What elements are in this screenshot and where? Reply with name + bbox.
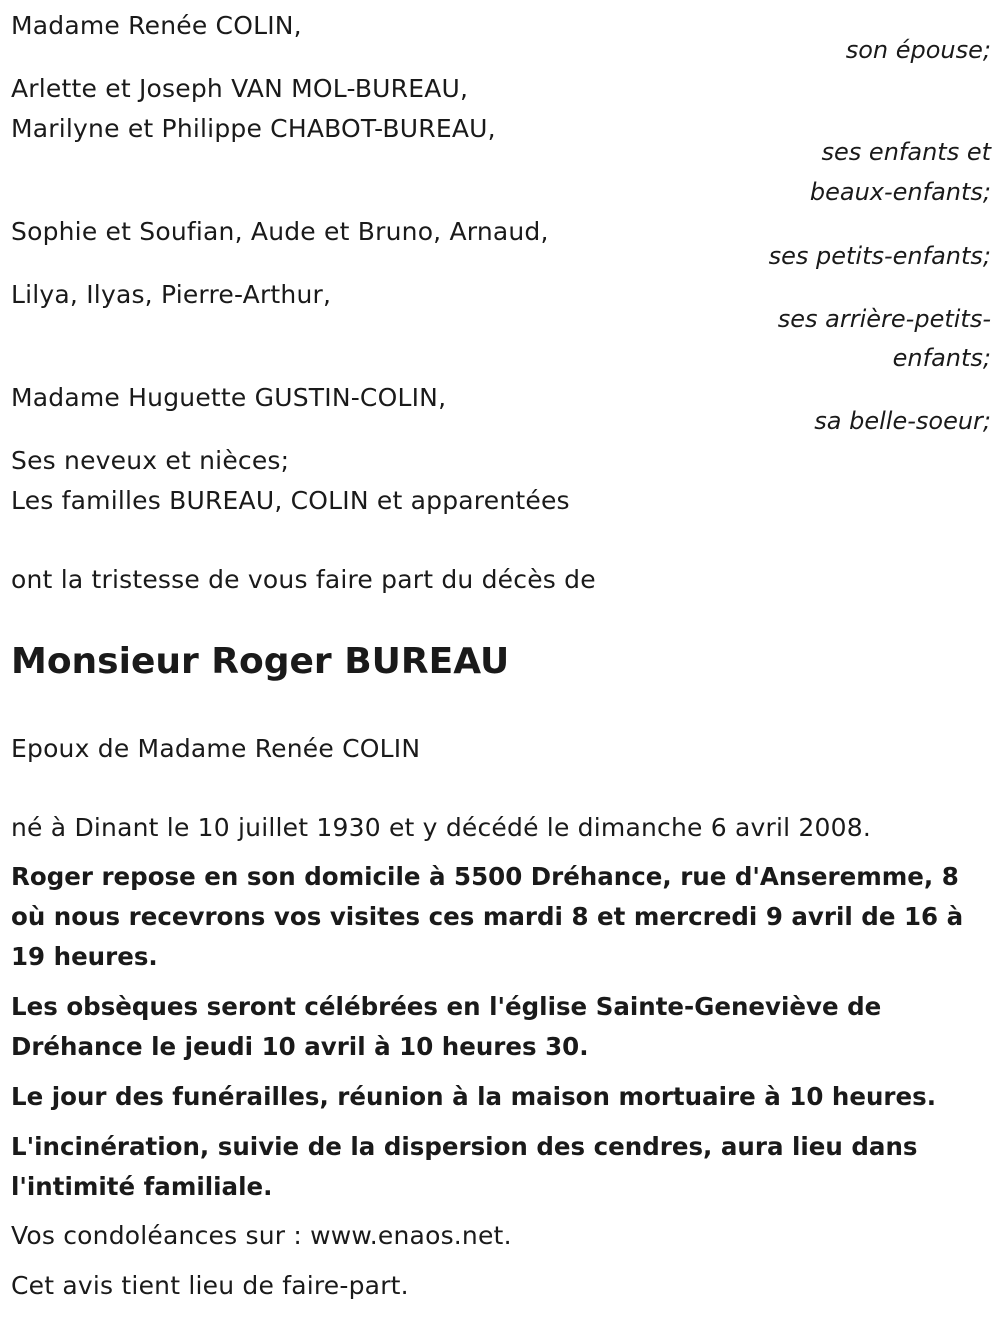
nephews-line: Ses neveux et nièces;: [11, 446, 290, 475]
children-line-1: Arlette et Joseph VAN MOL-BUREAU,: [11, 74, 469, 103]
cremation-paragraph: L'incinération, suivie de la dispersion des cendres, aura lieu dans l'intimité familiale.: [11, 1132, 918, 1201]
families-line: Les familles BUREAU, COLIN et apparentées: [11, 486, 570, 515]
children-line-2: Marilyne et Philippe CHABOT-BUREAU,: [11, 114, 496, 143]
great-grandchildren-names: Lilya, Ilyas, Pierre-Arthur,: [11, 280, 332, 309]
intro-text: ont la tristesse de vous faire part du décès de: [11, 565, 596, 594]
sister-in-law-role: sa belle-soeur;: [814, 407, 991, 435]
repose-paragraph: Roger repose en son domicile à 5500 Dréhance, rue d'Anseremme, 8 où nous recevrons vos visites ces mardi 8 et mercredi 9 avril de 16 à 19 heures.: [11, 862, 964, 971]
children-role-line-2: beaux-enfants;: [809, 178, 991, 206]
deceased-name: Monsieur Roger BUREAU: [11, 641, 510, 682]
sister-in-law-name: Madame Huguette GUSTIN-COLIN,: [11, 383, 447, 412]
spouse-of-line: Epoux de Madame Renée COLIN: [11, 734, 421, 763]
notice-line: Cet avis tient lieu de faire-part.: [11, 1271, 409, 1300]
condolences-line: Vos condoléances sur : www.enaos.net.: [11, 1221, 512, 1250]
meeting-paragraph: Le jour des funérailles, réunion à la maison mortuaire à 10 heures.: [11, 1082, 936, 1111]
children-role-line-1: ses enfants et: [821, 138, 991, 166]
great-grandchildren-role-line-1: ses arrière-petits-: [777, 305, 991, 333]
birth-death-line: né à Dinant le 10 juillet 1930 et y décédé le dimanche 6 avril 2008.: [11, 813, 871, 842]
grandchildren-names: Sophie et Soufian, Aude et Bruno, Arnaud,: [11, 217, 549, 246]
great-grandchildren-role-line-2: enfants;: [892, 344, 991, 372]
grandchildren-role: ses petits-enfants;: [768, 242, 991, 270]
spouse-role: son épouse;: [845, 36, 991, 64]
spouse-name: Madame Renée COLIN,: [11, 11, 302, 40]
funeral-paragraph: Les obsèques seront célébrées en l'église Sainte-Geneviève de Dréhance le jeudi 10 avril à 10 heures 30.: [11, 992, 882, 1061]
